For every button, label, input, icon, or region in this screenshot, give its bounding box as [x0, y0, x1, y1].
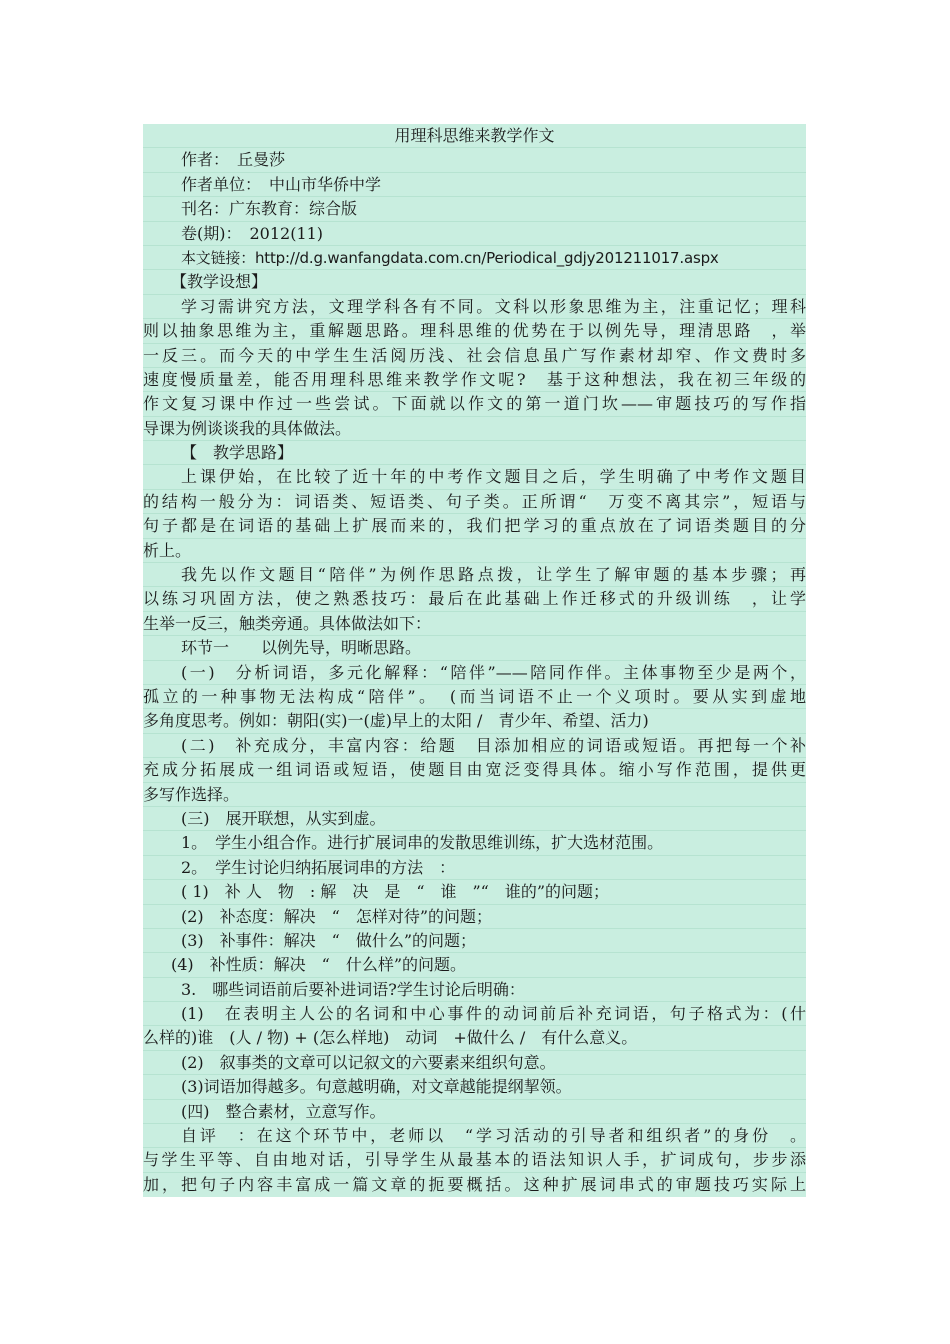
- text-line: (2) 叙事类的文章可以记叙文的六要素来组织句意。: [143, 1051, 806, 1075]
- text-line: 充成分拓展成一组词语或短语，使题目由宽泛变得具体。缩小写作范围，提供更: [143, 758, 806, 782]
- text-line: (3) 补事件：解决 “ 做什么”的问题；: [143, 929, 806, 953]
- text-line: 3. 哪些词语前后要补进词语?学生讨论后明确：: [143, 978, 806, 1002]
- text-line: 自评 ：在这个环节中，老师以 “学习活动的引导者和组织者”的身份 。: [143, 1124, 806, 1148]
- text-line: (三) 展开联想，从实到虚。: [143, 807, 806, 831]
- text-line: (一) 分析词语，多元化解释：“陪伴”——陪同作伴。主体事物至少是两个，: [143, 661, 806, 685]
- text-line: (1) 在表明主人公的名词和中心事件的动词前后补充词语，句子格式为：(什: [143, 1002, 806, 1026]
- text-line: 卷(期)： 2012(11): [143, 222, 806, 246]
- text-line: 作者单位： 中山市华侨中学: [143, 173, 806, 197]
- text-line: 一反三。而今天的中学生生活阅历浅、社会信息虽广写作素材却窄、作文费时多: [143, 344, 806, 368]
- text-line: 的结构一般分为：词语类、短语类、句子类。正所谓“ 万变不离其宗”，短语与: [143, 490, 806, 514]
- text-line: 刊名：广东教育：综合版: [143, 197, 806, 221]
- text-line: 多写作选择。: [143, 783, 806, 807]
- text-line: (四) 整合素材，立意写作。: [143, 1100, 806, 1124]
- text-line: 速度慢质量差，能否用理科思维来教学作文呢? 基于这种想法，我在初三年级的: [143, 368, 806, 392]
- text-line: (二) 补充成分，丰富内容：给题 目添加相应的词语或短语。再把每一个补: [143, 734, 806, 758]
- text-line: 析上。: [143, 539, 806, 563]
- text-line: 上课伊始，在比较了近十年的中考作文题目之后，学生明确了中考作文题目: [143, 465, 806, 489]
- text-line: 么样的)谁 (人 / 物) + (怎么样地) 动词 +做什么 / 有什么意义。: [143, 1026, 806, 1050]
- text-line: 本文链接：http://d.g.wanfangdata.com.cn/Periodical_gdjy201211017.aspx: [143, 246, 806, 270]
- text-line: 则以抽象思维为主，重解题思路。理科思维的优势在于以例先导，理清思路 ，举: [143, 319, 806, 343]
- text-line: 与学生平等、自由地对话，引导学生从最基本的语法知识人手，扩词成句，步步添: [143, 1148, 806, 1172]
- text-line: 加，把句子内容丰富成一篇文章的扼要概括。这种扩展词串式的审题技巧实际上: [143, 1174, 806, 1194]
- text-line: 句子都是在词语的基础上扩展而来的，我们把学习的重点放在了词语类题目的分: [143, 514, 806, 538]
- text-line: (4) 补性质：解决 “ 什么样”的问题。: [143, 953, 806, 977]
- text-line: 【教学设想】: [143, 270, 806, 294]
- text-line: 【 教学思路】: [143, 441, 806, 465]
- text-line: 2。 学生讨论归纳拓展词串的方法 ：: [143, 856, 806, 880]
- text-line: 1。 学生小组合作。进行扩展词串的发散思维训练，扩大选材范围。: [143, 831, 806, 855]
- text-line: 学习需讲究方法，文理学科各有不同。文科以形象思维为主，注重记忆；理科: [143, 295, 806, 319]
- text-line: 导课为例谈谈我的具体做法。: [143, 417, 806, 441]
- text-line: 多角度思考。例如：朝阳(实)一(虚)早上的太阳 / 青少年、希望、活力): [143, 709, 806, 733]
- document-page: [143, 124, 806, 1197]
- text-line: 以练习巩固方法，使之熟悉技巧：最后在此基础上作迁移式的升级训练 ，让学: [143, 587, 806, 611]
- text-line: 作者： 丘曼莎: [143, 148, 806, 172]
- document-title: 用理科思维来教学作文: [143, 124, 806, 148]
- text-line: 生举一反三，触类旁通。具体做法如下：: [143, 612, 806, 636]
- text-line: (3)词语加得越多。句意越明确，对文章越能提纲挈领。: [143, 1075, 806, 1099]
- document-body: [143, 148, 806, 1197]
- text-line: 环节一 以例先导，明晰思路。: [143, 636, 806, 660]
- text-line: 孤立的一种事物无法构成“陪伴”。 (而当词语不止一个义项时。要从实到虚地: [143, 685, 806, 709]
- text-line: ( 1) 补 人 物 : 解 决 是 “ 谁 ”“ 谁的”的问题；: [143, 880, 806, 904]
- text-line: (2) 补态度：解决 “ 怎样对待”的问题；: [143, 905, 806, 929]
- text-line: 作文复习课中作过一些尝试。下面就以作文的第一道门坎——审题技巧的写作指: [143, 392, 806, 416]
- text-line: 我先以作文题目“陪伴”为例作思路点拨，让学生了解审题的基本步骤；再: [143, 563, 806, 587]
